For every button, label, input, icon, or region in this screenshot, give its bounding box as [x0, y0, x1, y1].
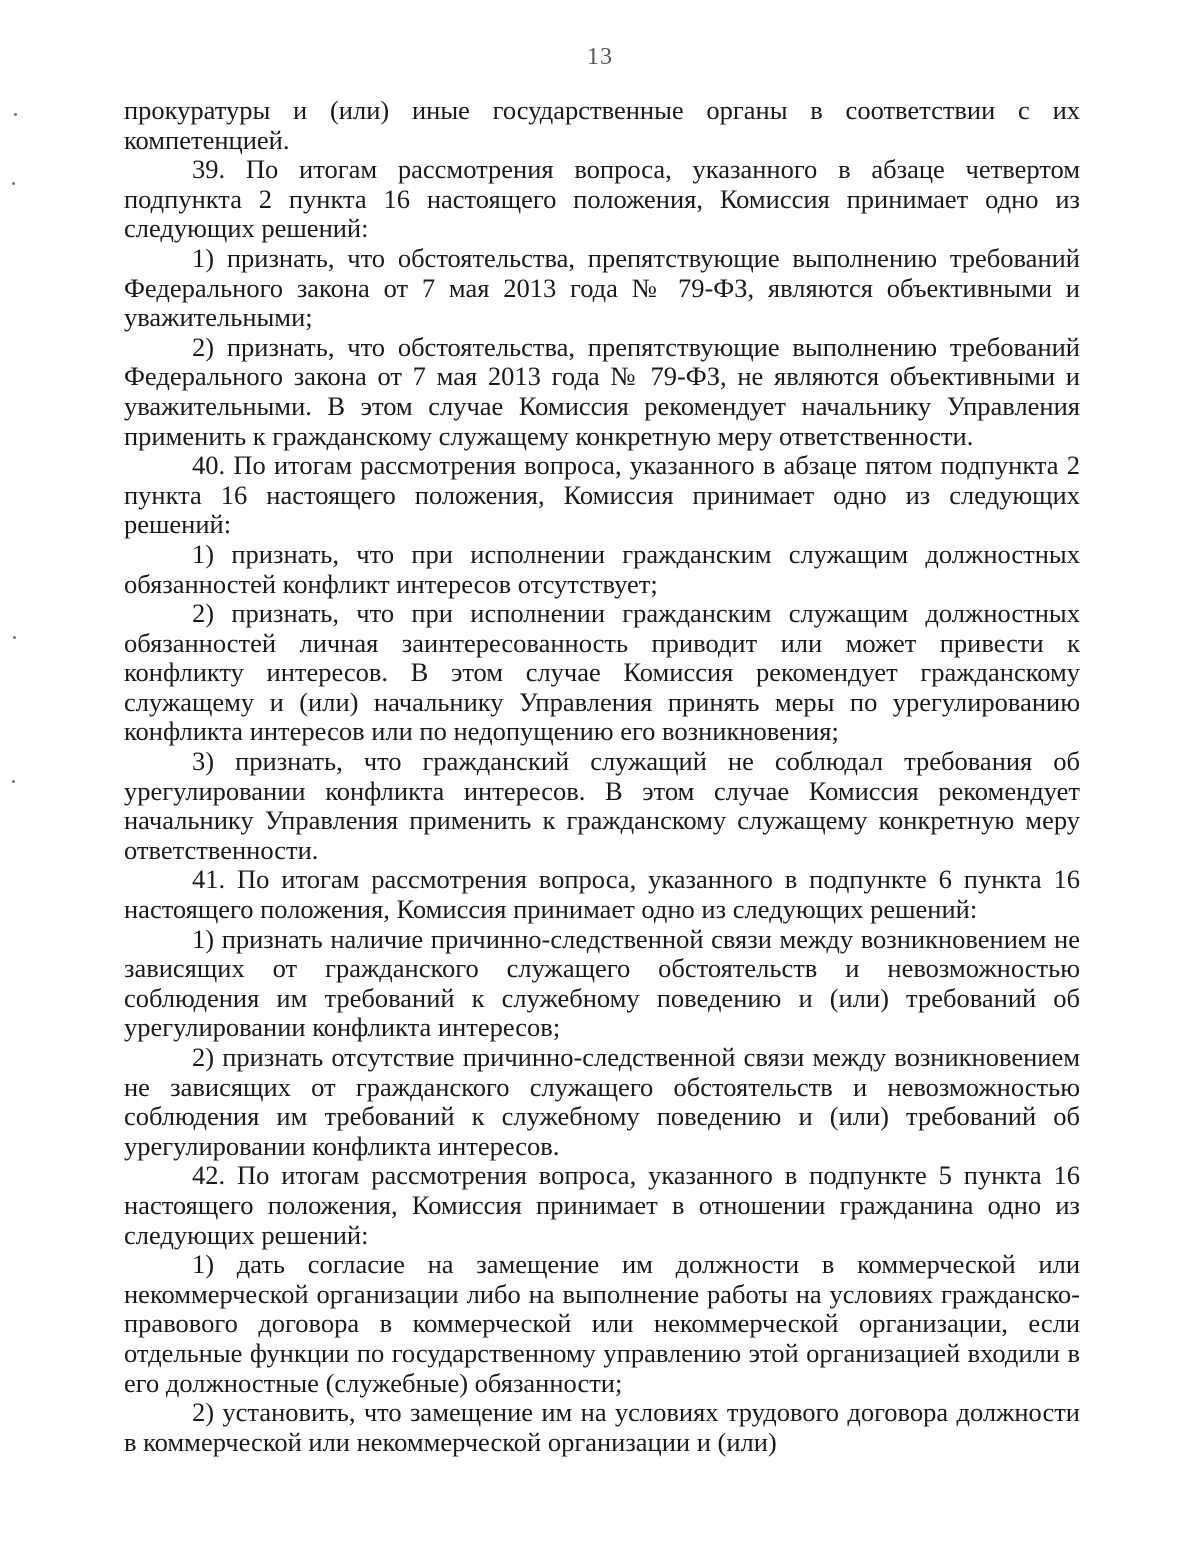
paragraph-item-40-2: 2) признать, что при исполнении гражданским служащим должностных обязанностей личная заинтересованность приводит или может привести к конфликту интересов. В этом случае Комиссия рекомендует гражданскому служащему и (или) начальнику Управления принять меры по урегулированию конфликта интересов или по недопущению его возникновения; [124, 598, 1080, 747]
page-number: 13 [587, 44, 613, 70]
paragraph-item-40-3: 3) признать, что гражданский служащий не соблюдал требования об урегулировании конфликта интересов. В этом случае Комиссия рекомендует начальнику Управления применить к гражданскому служащему конкретную меру ответственности. [124, 746, 1080, 865]
paragraph-item-41: 41. По итогам рассмотрения вопроса, указанного в подпункте 6 пункта 16 настоящего положения, Комиссия принимает одно из следующих решений: [124, 864, 1080, 925]
paragraph-item-39-1: 1) признать, что обстоятельства, препятствующие выполнению требований Федерального закона от 7 мая 2013 года № 79-ФЗ, являются объективными и уважительными; [124, 242, 1080, 333]
paragraph-item-41-1: 1) признать наличие причинно-следственной связи между возникновением не зависящих от гражданского служащего обстоятельств и невозможностью соблюдения им требований к служебному поведению и (или) требований об урегулировании конфликта интересов; [124, 923, 1080, 1043]
scan-speck [12, 182, 15, 185]
paragraph-item-42-2: 2) установить, что замещение им на условиях трудового договора должности в коммерческой или некоммерческой организации и (или) [124, 1397, 1080, 1457]
paragraph-item-40-1: 1) признать, что при исполнении гражданским служащим должностных обязанностей конфликт интересов отсутствует; [124, 538, 1080, 599]
paragraph-item-42: 42. По итогам рассмотрения вопроса, указанного в подпункте 5 пункта 16 настоящего положения, Комиссия принимает в отношении гражданина одно из следующих решений: [124, 1160, 1080, 1250]
scan-speck [14, 113, 17, 116]
paragraph-item-40: 40. По итогам рассмотрения вопроса, указанного в абзаце пятом подпункта 2 пункта 16 настоящего положения, Комиссия принимает одно из следующих решений: [124, 450, 1080, 540]
paragraph-continuation: прокуратуры и (или) иные государственные органы в соответствии с их компетенцией. [124, 95, 1080, 155]
paragraph-item-41-2: 2) признать отсутствие причинно-следственной связи между возникновением не зависящих от гражданского служащего обстоятельств и невозможностью соблюдения им требований к служебному поведению и (или) требований об урегулировании конфликта интересов. [124, 1042, 1080, 1161]
scan-speck [13, 636, 16, 639]
paragraph-item-39: 39. По итогам рассмотрения вопроса, указанного в абзаце четвертом подпункта 2 пункта 16 настоящего положения, Комиссия принимает одно из следующих решений: [124, 154, 1080, 244]
scan-speck [12, 780, 15, 783]
paragraph-item-39-2: 2) признать, что обстоятельства, препятствующие выполнению требований Федерального закона от 7 мая 2013 года № 79-ФЗ, не являются объективными и уважительными. В этом случае Комиссия рекомендует начальнику Управления применить к гражданскому служащему конкретную меру ответственности. [124, 331, 1080, 451]
document-body [124, 96, 1080, 1457]
paragraph-item-42-1: 1) дать согласие на замещение им должности в коммерческой или некоммерческой организации либо на выполнение работы на условиях гражданско-правового договора в коммерческой или некоммерческой организации, если отдельные функции по государственному управлению этой организацией входили в его должностные (служебные) обязанности; [124, 1249, 1080, 1398]
